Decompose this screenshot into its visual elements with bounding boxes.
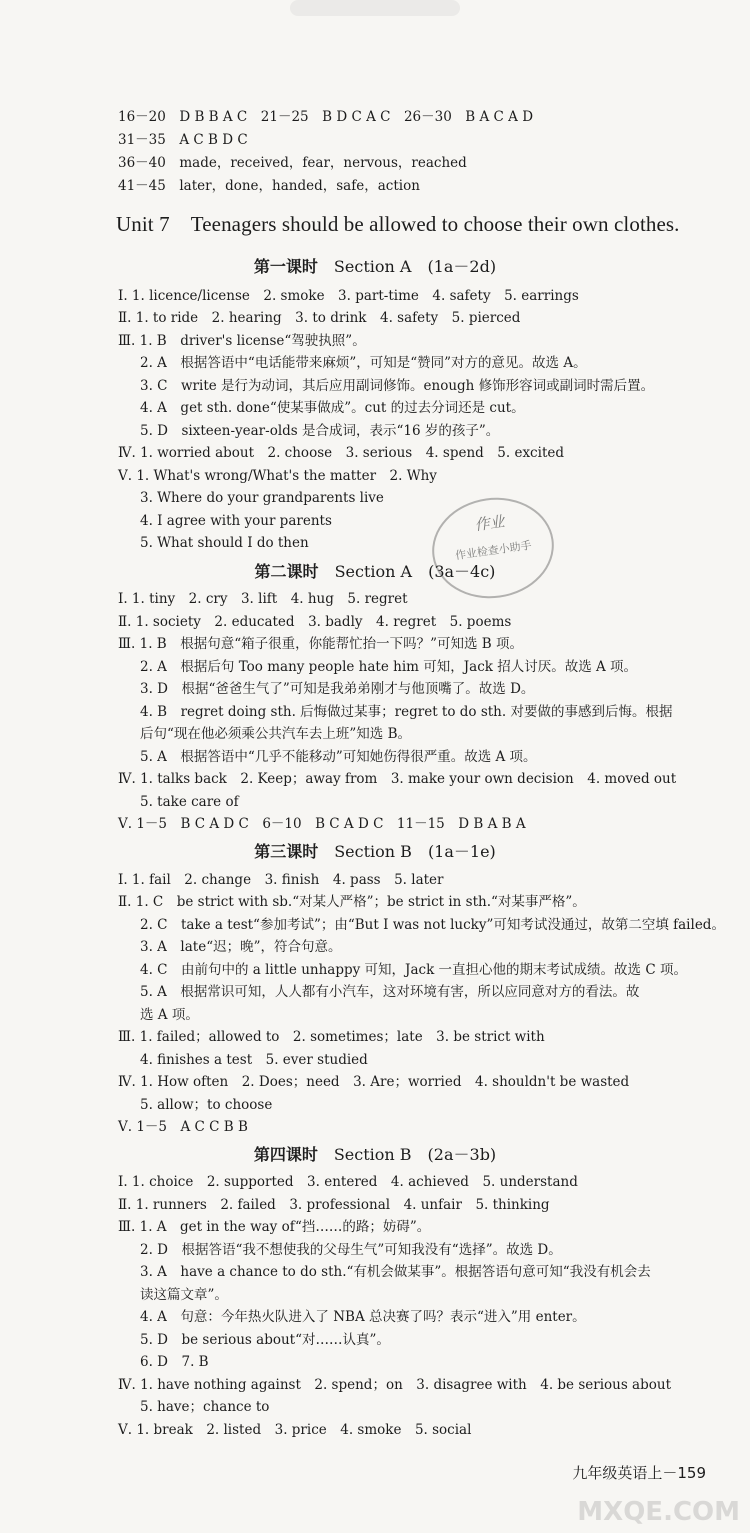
answer-line: Ⅴ. 1. What's wrong/What's the matter 2. Why bbox=[118, 468, 437, 484]
answer-line: Ⅳ. 1. talks back 2. Keep；away from 3. make your own decision 4. moved out bbox=[118, 771, 677, 787]
answer-line: 2. A 根据答语中“电话能带来麻烦”，可知是“赞同”对方的意见。故选 A。 bbox=[140, 355, 587, 371]
answer-line: Ⅱ. 1. C be strict with sb.“对某人严格”；be strict in sth.“对某事严格”。 bbox=[118, 894, 586, 910]
answer-line: Ⅲ. 1. A get in the way of“挡……的路；妨碍”。 bbox=[118, 1219, 431, 1235]
answer-line: Ⅰ. 1. fail 2. change 3. finish 4. pass 5. later bbox=[118, 872, 444, 888]
answer-line: Ⅱ. 1. society 2. educated 3. badly 4. regret 5. poems bbox=[118, 614, 512, 630]
answer-line: 5. allow；to choose bbox=[140, 1097, 273, 1113]
answer-line: 5. A 根据答语中“几乎不能移动”可知她伤得很严重。故选 A 项。 bbox=[140, 749, 537, 765]
answer-line: Ⅴ. 1. break 2. listed 3. price 4. smoke 5. social bbox=[118, 1422, 472, 1438]
section-heading-2 bbox=[0, 560, 750, 584]
scan-smudge bbox=[290, 0, 460, 16]
answer-line: 4. B regret doing sth. 后悔做过某事；regret to do sth. 对要做的事感到后悔。根据 bbox=[140, 704, 673, 720]
unit-title: Unit 7 Teenagers should be allowed to choose their own clothes. bbox=[116, 212, 680, 236]
answer-line: 6. D 7. B bbox=[140, 1354, 209, 1370]
section-heading-en: Section B (1a－1e) bbox=[334, 842, 496, 861]
answer-line: 3. A late“迟；晚”，符合句意。 bbox=[140, 939, 342, 955]
answer-line: Ⅳ. 1. worried about 2. choose 3. serious 4. spend 5. excited bbox=[118, 445, 564, 461]
answer-line: Ⅲ. 1. B 根据句意“箱子很重，你能帮忙抬一下吗？”可知选 B 项。 bbox=[118, 636, 523, 652]
stamp-subtitle: 作业检查小助手 bbox=[454, 538, 533, 563]
answer-line: 3. D 根据“爸爸生气了”可知是我弟弟刚才与他顶嘴了。故选 D。 bbox=[140, 681, 535, 697]
answer-line: 3. C write 是行为动词，其后应用副词修饰。enough 修饰形容词或副词时需后置。 bbox=[140, 378, 655, 394]
answer-line: 5. take care of bbox=[140, 794, 239, 810]
section-heading-en: Section A (3a－4c) bbox=[334, 562, 496, 581]
answer-line: Ⅳ. 1. have nothing against 2. spend；on 3. disagree with 4. be serious about bbox=[118, 1377, 671, 1393]
section-heading-en: Section A (1a－2d) bbox=[333, 257, 497, 276]
answer-line: 2. C take a test“参加考试”；由“But I was not lucky”可知考试没通过，故第二空填 failed。 bbox=[140, 917, 725, 933]
answer-line: 4. finishes a test 5. ever studied bbox=[140, 1052, 368, 1068]
answer-line: 3. A have a chance to do sth.“有机会做某事”。根据答语句意可知“我没有机会去 bbox=[140, 1264, 651, 1280]
answer-line: Ⅰ. 1. licence/license 2. smoke 3. part-time 4. safety 5. earrings bbox=[118, 288, 579, 304]
answer-line: Ⅱ. 1. to ride 2. hearing 3. to drink 4. safety 5. pierced bbox=[118, 310, 521, 326]
site-watermark: MXQE.COM bbox=[577, 1497, 740, 1527]
answer-line: Ⅱ. 1. runners 2. failed 3. professional 4. unfair 5. thinking bbox=[118, 1197, 550, 1213]
stamp-title: 作业 bbox=[473, 512, 506, 535]
homework-check-stamp bbox=[426, 490, 561, 606]
answer-line: Ⅲ. 1. failed；allowed to 2. sometimes；late 3. be strict with bbox=[118, 1029, 545, 1045]
answer-line: 16－20 D B B A C 21－25 B D C A C 26－30 B A C A D bbox=[118, 109, 534, 125]
answer-line: 4. C 由前句中的 a little unhappy 可知，Jack 一直担心他的期末考试成绩。故选 C 项。 bbox=[140, 962, 687, 978]
answer-line: 选 A 项。 bbox=[140, 1007, 199, 1023]
answer-line: 2. A 根据后句 Too many people hate him 可知，Jack 招人讨厌。故选 A 项。 bbox=[140, 659, 638, 675]
answer-line: Ⅴ. 1－5 B C A D C 6－10 B C A D C 11－15 D B A B A bbox=[118, 816, 526, 832]
answer-line: 5. D be serious about“对……认真”。 bbox=[140, 1332, 390, 1348]
section-heading-cn: 第二课时 bbox=[254, 562, 319, 581]
page-footer: 九年级英语上－159 bbox=[572, 1464, 706, 1482]
answer-line: 3. Where do your grandparents live bbox=[140, 490, 384, 506]
answer-line: 5. What should I do then bbox=[140, 535, 309, 551]
section-heading-1 bbox=[0, 255, 750, 279]
answer-line: 5. D sixteen-year-olds 是合成词，表示“16 岁的孩子”。 bbox=[140, 423, 500, 439]
answer-line: 4. A 句意：今年热火队进入了 NBA 总决赛了吗？表示“进入”用 enter。 bbox=[140, 1309, 586, 1325]
answer-line: Ⅲ. 1. B driver's license“驾驶执照”。 bbox=[118, 333, 366, 349]
answer-line: 5. have；chance to bbox=[140, 1399, 270, 1415]
answer-line: 5. A 根据常识可知，人人都有小汽车，这对环境有害，所以应同意对方的看法。故 bbox=[140, 984, 640, 1000]
section-heading-3 bbox=[0, 840, 750, 864]
answer-line: 31－35 A C B D C bbox=[118, 132, 248, 148]
answer-line: 4. A get sth. done“使某事做成”。cut 的过去分词还是 cut。 bbox=[140, 400, 525, 416]
answer-line: Ⅴ. 1－5 A C C B B bbox=[118, 1119, 248, 1135]
answer-line: 后句“现在他必须乘公共汽车去上班”知选 B。 bbox=[140, 726, 412, 742]
answer-line: Ⅰ. 1. tiny 2. cry 3. lift 4. hug 5. regret bbox=[118, 591, 408, 607]
section-heading-cn: 第三课时 bbox=[254, 842, 319, 861]
answer-line: 36－40 made，received，fear，nervous，reached bbox=[118, 155, 467, 171]
section-heading-cn: 第四课时 bbox=[253, 1145, 318, 1164]
section-heading-cn: 第一课时 bbox=[253, 257, 318, 276]
answer-line: 读这篇文章”。 bbox=[140, 1287, 228, 1303]
answer-line: 41－45 later，done，handed，safe，action bbox=[118, 178, 420, 194]
section-heading-en: Section B (2a－3b) bbox=[333, 1145, 497, 1164]
answer-line: Ⅰ. 1. choice 2. supported 3. entered 4. achieved 5. understand bbox=[118, 1174, 578, 1190]
answer-line: Ⅳ. 1. How often 2. Does；need 3. Are；worried 4. shouldn't be wasted bbox=[118, 1074, 630, 1090]
answer-line: 4. I agree with your parents bbox=[140, 513, 332, 529]
answer-line: 2. D 根据答语“我不想使我的父母生气”可知我没有“选择”。故选 D。 bbox=[140, 1242, 562, 1258]
section-heading-4 bbox=[0, 1143, 750, 1167]
